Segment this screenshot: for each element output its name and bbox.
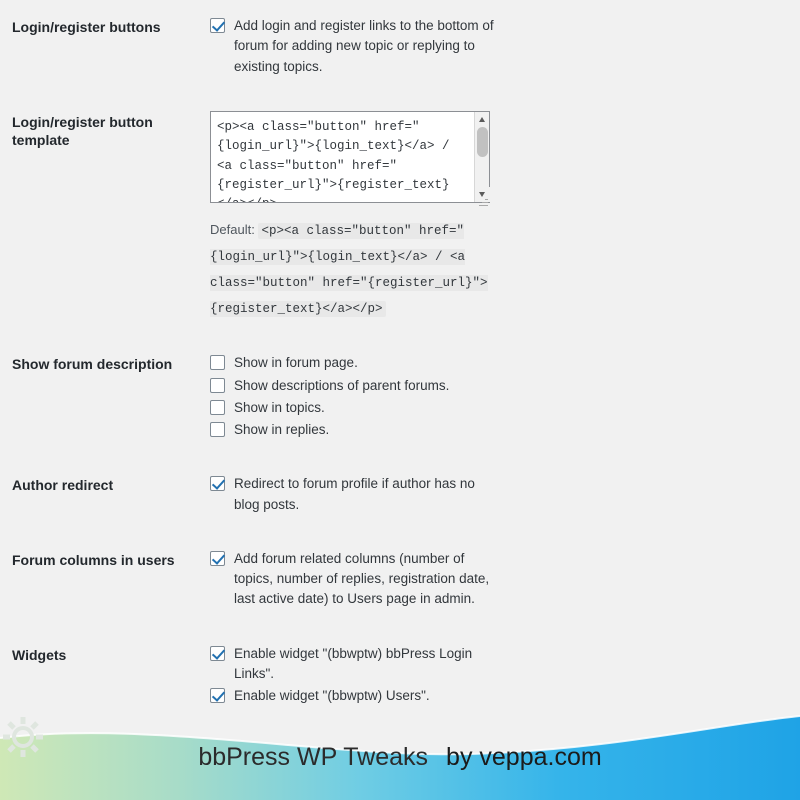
setting-row-forum-columns-in-users (0, 533, 800, 628)
setting-row-show-forum-description (0, 337, 800, 458)
setting-row-widgets (0, 628, 800, 725)
checkbox-widget-login-links[interactable] (210, 646, 225, 661)
setting-row-button-template (0, 95, 800, 338)
checkbox-option[interactable] (210, 474, 790, 515)
checkbox-option[interactable] (210, 16, 790, 77)
checkbox-label: Show descriptions of parent forums. (234, 377, 450, 393)
checkbox-forum-columns[interactable] (210, 551, 225, 566)
row-label: Show forum description (12, 356, 173, 373)
checkbox-show-parent-descriptions[interactable] (210, 378, 225, 393)
row-field (210, 0, 800, 95)
checkbox-label: Redirect to forum profile if author has no blog posts. (234, 476, 475, 512)
checkbox-widget-users[interactable] (210, 688, 225, 703)
checkbox-login-register-buttons[interactable] (210, 18, 225, 33)
footer-byline: by veppa.com (446, 742, 602, 771)
default-template-code: <p><a class="button" href="{login_url}">{login_text}</a> / <a class="button" href="{register_url}">{register_text}</a></p> (210, 224, 488, 316)
checkbox-option[interactable] (210, 353, 790, 373)
checkbox-option[interactable] (210, 398, 790, 418)
resize-grip-icon[interactable] (479, 197, 488, 206)
checkbox-label: Add forum related columns (number of topics, number of replies, registration date, last active date) to Users page in admin. (234, 550, 490, 607)
row-field (210, 533, 800, 628)
checkbox-option[interactable] (210, 686, 790, 706)
row-field (210, 628, 800, 725)
default-prefix: Default: (210, 222, 255, 238)
checkbox-author-redirect[interactable] (210, 476, 225, 491)
scrollbar-thumb[interactable] (477, 127, 488, 157)
footer-content (0, 714, 800, 800)
default-template-note (210, 218, 492, 321)
setting-row-login-register-buttons (0, 0, 800, 95)
scroll-up-icon[interactable] (475, 112, 489, 127)
row-field (210, 95, 800, 338)
footer-banner (0, 714, 800, 800)
checkbox-option[interactable] (210, 644, 790, 685)
checkbox-label: Show in replies. (234, 422, 330, 437)
checkbox-show-in-topics[interactable] (210, 400, 225, 415)
checkbox-option[interactable] (210, 420, 790, 440)
footer-brand-name: bbPress WP Tweaks (198, 742, 429, 771)
checkbox-show-in-forum-page[interactable] (210, 355, 225, 370)
row-field (210, 458, 800, 533)
checkbox-label: Show in topics. (234, 399, 325, 415)
row-field (210, 337, 800, 458)
checkbox-label: Add login and register links to the bottom of forum for adding new topic or replying to existing topics. (234, 18, 494, 74)
textarea-wrapper (210, 111, 490, 209)
row-label: Login/register buttons (12, 19, 161, 35)
row-label: Author redirect (12, 477, 114, 494)
checkbox-label: Enable widget "(bbwptw) bbPress Login Links". (234, 645, 473, 681)
checkbox-label: Enable widget "(bbwptw) Users". (234, 688, 430, 703)
checkbox-show-in-replies[interactable] (210, 422, 225, 437)
checkbox-option[interactable] (210, 549, 790, 610)
button-template-textarea[interactable] (210, 111, 490, 203)
row-label: Login/register button template (12, 113, 153, 148)
row-label: Widgets (12, 646, 67, 663)
gear-icon (0, 714, 46, 760)
setting-row-author-redirect (0, 458, 800, 533)
textarea-scrollbar[interactable] (474, 112, 489, 202)
checkbox-label: Show in forum page. (234, 355, 358, 371)
row-label: Forum columns in users (12, 551, 175, 568)
checkbox-option[interactable] (210, 376, 790, 396)
